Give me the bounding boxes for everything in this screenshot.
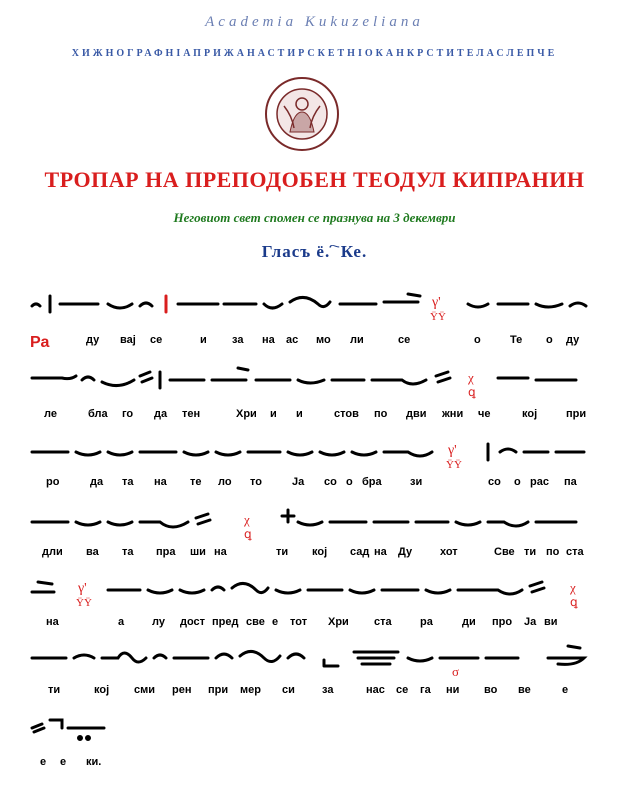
- syllable: се: [150, 334, 163, 346]
- syllable: та: [122, 476, 134, 488]
- svg-text:γ': γ': [432, 295, 441, 310]
- neume-line-1: [28, 282, 593, 332]
- syllable-line-7: [0, 756, 629, 776]
- syllable: Све: [494, 546, 515, 558]
- syllable: хот: [440, 546, 458, 558]
- syllable: рен: [172, 684, 192, 696]
- syllable: ли: [350, 334, 364, 346]
- syllable: и: [270, 408, 277, 420]
- syllable: те: [190, 476, 202, 488]
- svg-text:ΫΫ: ΫΫ: [76, 597, 92, 609]
- syllable: кој: [312, 546, 328, 558]
- syllable: Ду: [398, 546, 413, 558]
- syllable: то: [250, 476, 262, 488]
- syllable: о: [546, 334, 553, 346]
- syllable: Те: [510, 334, 523, 346]
- neume-line-6: [28, 636, 593, 686]
- syllable: е: [40, 756, 47, 768]
- syllable: ди: [462, 616, 476, 628]
- syllable: ши: [190, 546, 206, 558]
- syllable: сад: [350, 546, 370, 558]
- syllable: за: [322, 684, 334, 696]
- syllable: кој: [94, 684, 110, 696]
- syllable: ду: [566, 334, 580, 346]
- syllable: Ра: [30, 334, 50, 351]
- neume-line-2: [28, 358, 593, 408]
- syllable: дли: [42, 546, 63, 558]
- neume-line-3: [28, 430, 593, 480]
- syllable: мер: [240, 684, 261, 696]
- syllable: тот: [290, 616, 308, 628]
- svg-text:ꝗ: ꝗ: [468, 385, 476, 399]
- syllable: ти: [48, 684, 61, 696]
- svg-text:ΫΫ: ΫΫ: [430, 311, 446, 323]
- tone-marker: Гласъ ё. ҇ Ке.: [261, 242, 368, 261]
- syllable: ве: [518, 684, 531, 696]
- syllable: жни: [442, 408, 464, 420]
- svg-text:γ': γ': [448, 443, 457, 458]
- syllable: Ја: [524, 616, 537, 628]
- syllable: пра: [156, 546, 176, 558]
- syllable: ста: [566, 546, 584, 558]
- syllable-line-4: [0, 546, 629, 566]
- svg-text:χ: χ: [570, 580, 576, 595]
- syllable: ду: [86, 334, 100, 346]
- syllable: за: [232, 334, 244, 346]
- syllable: се: [398, 334, 411, 346]
- syllable: о: [474, 334, 481, 346]
- syllable: ва: [86, 546, 99, 558]
- syllable: ви: [544, 616, 558, 628]
- syllable: ста: [374, 616, 392, 628]
- syllable: све: [246, 616, 265, 628]
- neume-line-4: [28, 500, 593, 550]
- syllable: по: [546, 546, 560, 558]
- syllable: го: [122, 408, 134, 420]
- syllable: стов: [334, 408, 359, 420]
- syllable: дви: [406, 408, 427, 420]
- svg-text:ΫΫ: ΫΫ: [446, 459, 462, 471]
- syllable: при: [566, 408, 587, 420]
- syllable: се: [396, 684, 409, 696]
- syllable: сми: [134, 684, 156, 696]
- syllable: на: [214, 546, 227, 558]
- syllable: а: [118, 616, 125, 628]
- syllable: е: [272, 616, 279, 628]
- feast-subtitle: Неговиот свет спомен се празнува на 3 декември: [173, 210, 456, 225]
- syllable: зи: [410, 476, 423, 488]
- svg-text:χ: χ: [468, 370, 474, 385]
- syllable: ле: [44, 408, 57, 420]
- syllable: рас: [530, 476, 549, 488]
- syllable-line-5: [0, 616, 629, 636]
- syllable: о: [514, 476, 521, 488]
- header-letter-strip: ХИЖНОГРАФНІАПРИЖАНАСТИРСКЕТНІОКАНКРСТИТЕЛАСЛЕПЧЕ: [71, 48, 558, 59]
- syllable-line-2: [0, 408, 629, 428]
- syllable: кој: [522, 408, 538, 420]
- syllable: та: [122, 546, 134, 558]
- syllable: ра: [420, 616, 433, 628]
- syllable: о: [346, 476, 353, 488]
- syllable: мо: [316, 334, 331, 346]
- syllable: при: [208, 684, 229, 696]
- syllable: Хри: [236, 408, 257, 420]
- syllable: га: [420, 684, 431, 696]
- academy-title: Academia Kukuzeliana: [205, 14, 424, 30]
- syllable: е: [60, 756, 67, 768]
- syllable: ти: [524, 546, 537, 558]
- syllable: и: [200, 334, 207, 346]
- syllable: ти: [276, 546, 289, 558]
- syllable: бла: [88, 408, 108, 420]
- syllable: си: [282, 684, 295, 696]
- svg-text:χ: χ: [244, 512, 250, 527]
- syllable: по: [374, 408, 388, 420]
- syllable: со: [324, 476, 337, 488]
- syllable: нас: [366, 684, 385, 696]
- syllable: ло: [218, 476, 232, 488]
- syllable: на: [46, 616, 59, 628]
- syllable: че: [478, 408, 491, 420]
- syllable-line-1: [0, 334, 629, 354]
- syllable: со: [488, 476, 501, 488]
- svg-text:γ': γ': [78, 581, 87, 596]
- svg-text:ꝗ: ꝗ: [570, 595, 578, 609]
- neume-line-7: [28, 706, 593, 756]
- syllable: тен: [182, 408, 201, 420]
- svg-text:ꝗ: ꝗ: [244, 527, 252, 541]
- syllable: ас: [286, 334, 299, 346]
- syllable-line-3: [0, 476, 629, 496]
- syllable: ро: [46, 476, 60, 488]
- svg-text:σ: σ: [452, 664, 460, 679]
- monastery-seal-icon: [264, 76, 340, 152]
- syllable: Ја: [292, 476, 305, 488]
- syllable: ки.: [86, 756, 102, 768]
- syllable: про: [492, 616, 513, 628]
- syllable: да: [154, 408, 168, 420]
- syllable: Хри: [328, 616, 349, 628]
- neume-line-5: [28, 568, 593, 618]
- syllable: на: [262, 334, 275, 346]
- syllable: и: [296, 408, 303, 420]
- syllable: пред: [212, 616, 239, 628]
- syllable: е: [562, 684, 569, 696]
- syllable: дост: [180, 616, 206, 628]
- page-title: ТРОПАР НА ПРЕПОДОБЕН ТЕОДУЛ КИПРАНИН: [44, 167, 585, 192]
- syllable: на: [374, 546, 387, 558]
- syllable: лу: [152, 616, 165, 628]
- syllable: вај: [120, 334, 136, 346]
- syllable: бра: [362, 476, 382, 488]
- syllable: на: [154, 476, 167, 488]
- syllable: во: [484, 684, 498, 696]
- syllable: па: [564, 476, 577, 488]
- syllable: да: [90, 476, 104, 488]
- syllable: ни: [446, 684, 460, 696]
- syllable-line-6: [0, 684, 629, 704]
